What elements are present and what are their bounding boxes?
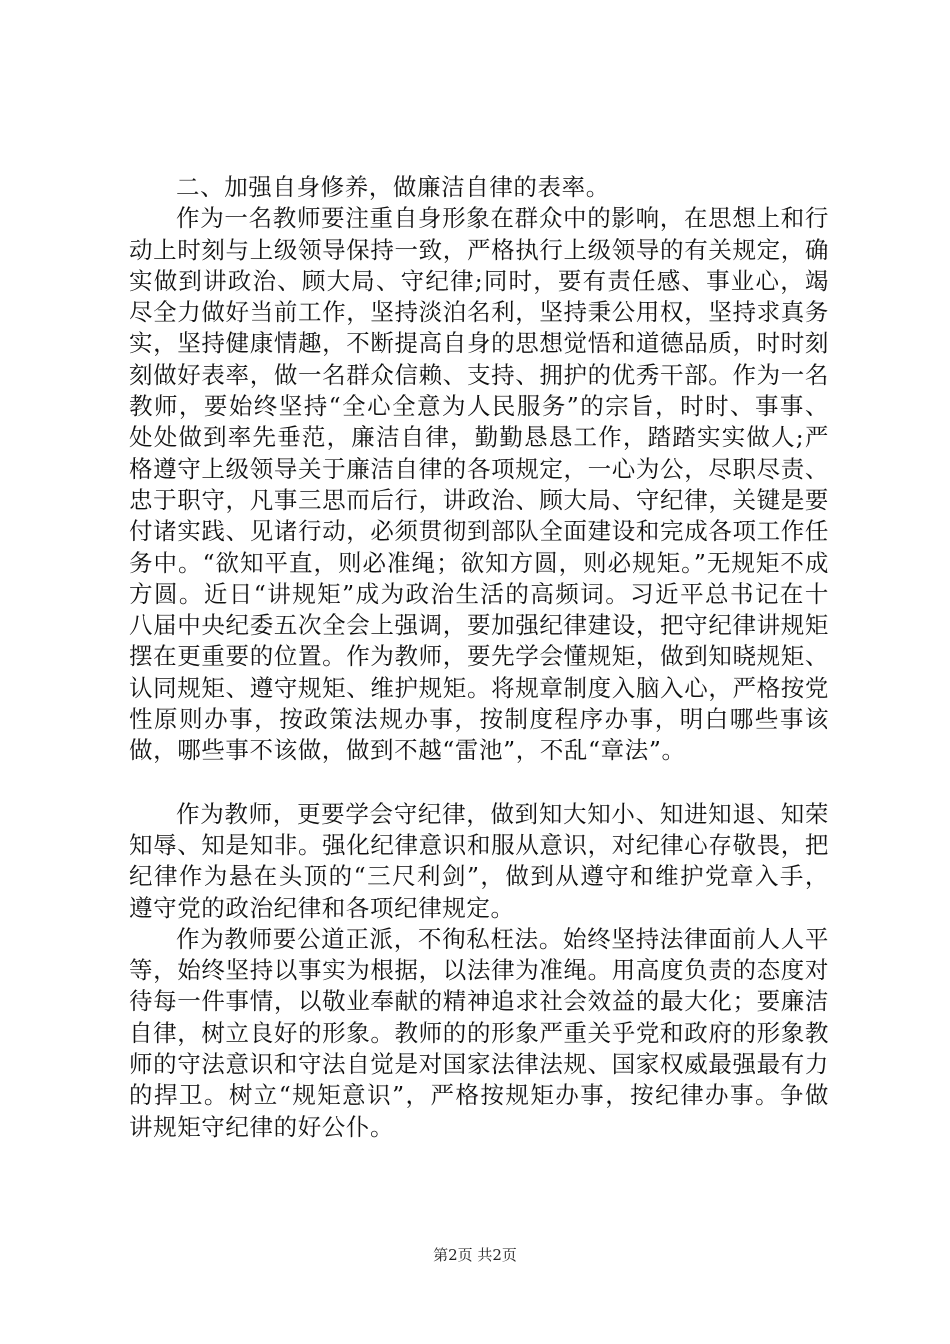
body-paragraph: 作为教师要公道正派，不徇私枉法。始终坚持法律面前人人平等，始终坚持以事实为根据，以法律为准绳。用高度负责的态度对待每一件事情，以敬业奉献的精神追求社会效益的最大化；要廉洁自律，树立良好的形象。教师的的形象严重关乎党和政府的形象教师的守法意识和守法自觉是对国家法律法规、国家权威最强最有力的捍卫。树立“规矩意识”，严格按规矩办事，按纪律办事。争做讲规矩守纪律的好公仆。 — [129, 924, 829, 1141]
section-heading: 二、加强自身修养，做廉洁自律的表率。 — [176, 173, 610, 201]
document-body — [129, 172, 829, 1143]
body-paragraph: 作为一名教师要注重自身形象在群众中的影响，在思想上和行动上时刻与上级领导保持一致，严格执行上级领导的有关规定，确实做到讲政治、顾大局、守纪律;同时，要有责任感、事业心，竭尽全力做好当前工作，坚持淡泊名利，坚持秉公用权，坚持求真务实，坚持健康情趣，不断提高自身的思想觉悟和道德品质，时时刻刻做好表率，做一名群众信赖、支持、拥护的优秀干部。作为一名教师，要始终坚持“全心全意为人民服务”的宗旨，时时、事事、处处做到率先垂范，廉洁自律，勤勤恳恳工作，踏踏实实做人;严格遵守上级领导关于廉洁自律的各项规定，一心为公，尽职尽责、忠于职守，凡事三思而后行，讲政治、顾大局、守纪律，关键是要付诸实践、见诸行动，必须贯彻到部队全面建设和完成各项工作任务中。“欲知平直，则必准绳；欲知方圆，则必规矩。”无规矩不成方圆。近日“讲规矩”成为政治生活的高频词。习近平总书记在十八届中央纪委五次全会上强调，要加强纪律建设，把守纪律讲规矩摆在更重要的位置。作为教师，要先学会懂规矩，做到知晓规矩、认同规矩、遵守规矩、维护规矩。将规章制度入脑入心，严格按党性原则办事，按政策法规办事，按制度程序办事，明白哪些事该做，哪些事不该做，做到不越“雷池”，不乱“章法”。 — [129, 204, 829, 765]
body-paragraph: 作为教师，更要学会守纪律，做到知大知小、知进知退、知荣知辱、知是知非。强化纪律意识和服从意识，对纪律心存敬畏，把纪律作为悬在头顶的“三尺利剑”，做到从遵守和维护党章入手，遵守党的政治纪律和各项纪律规定。 — [129, 799, 829, 922]
paragraph-gap — [129, 767, 829, 799]
page-number-footer: 第2页 共2页 — [433, 1246, 517, 1264]
